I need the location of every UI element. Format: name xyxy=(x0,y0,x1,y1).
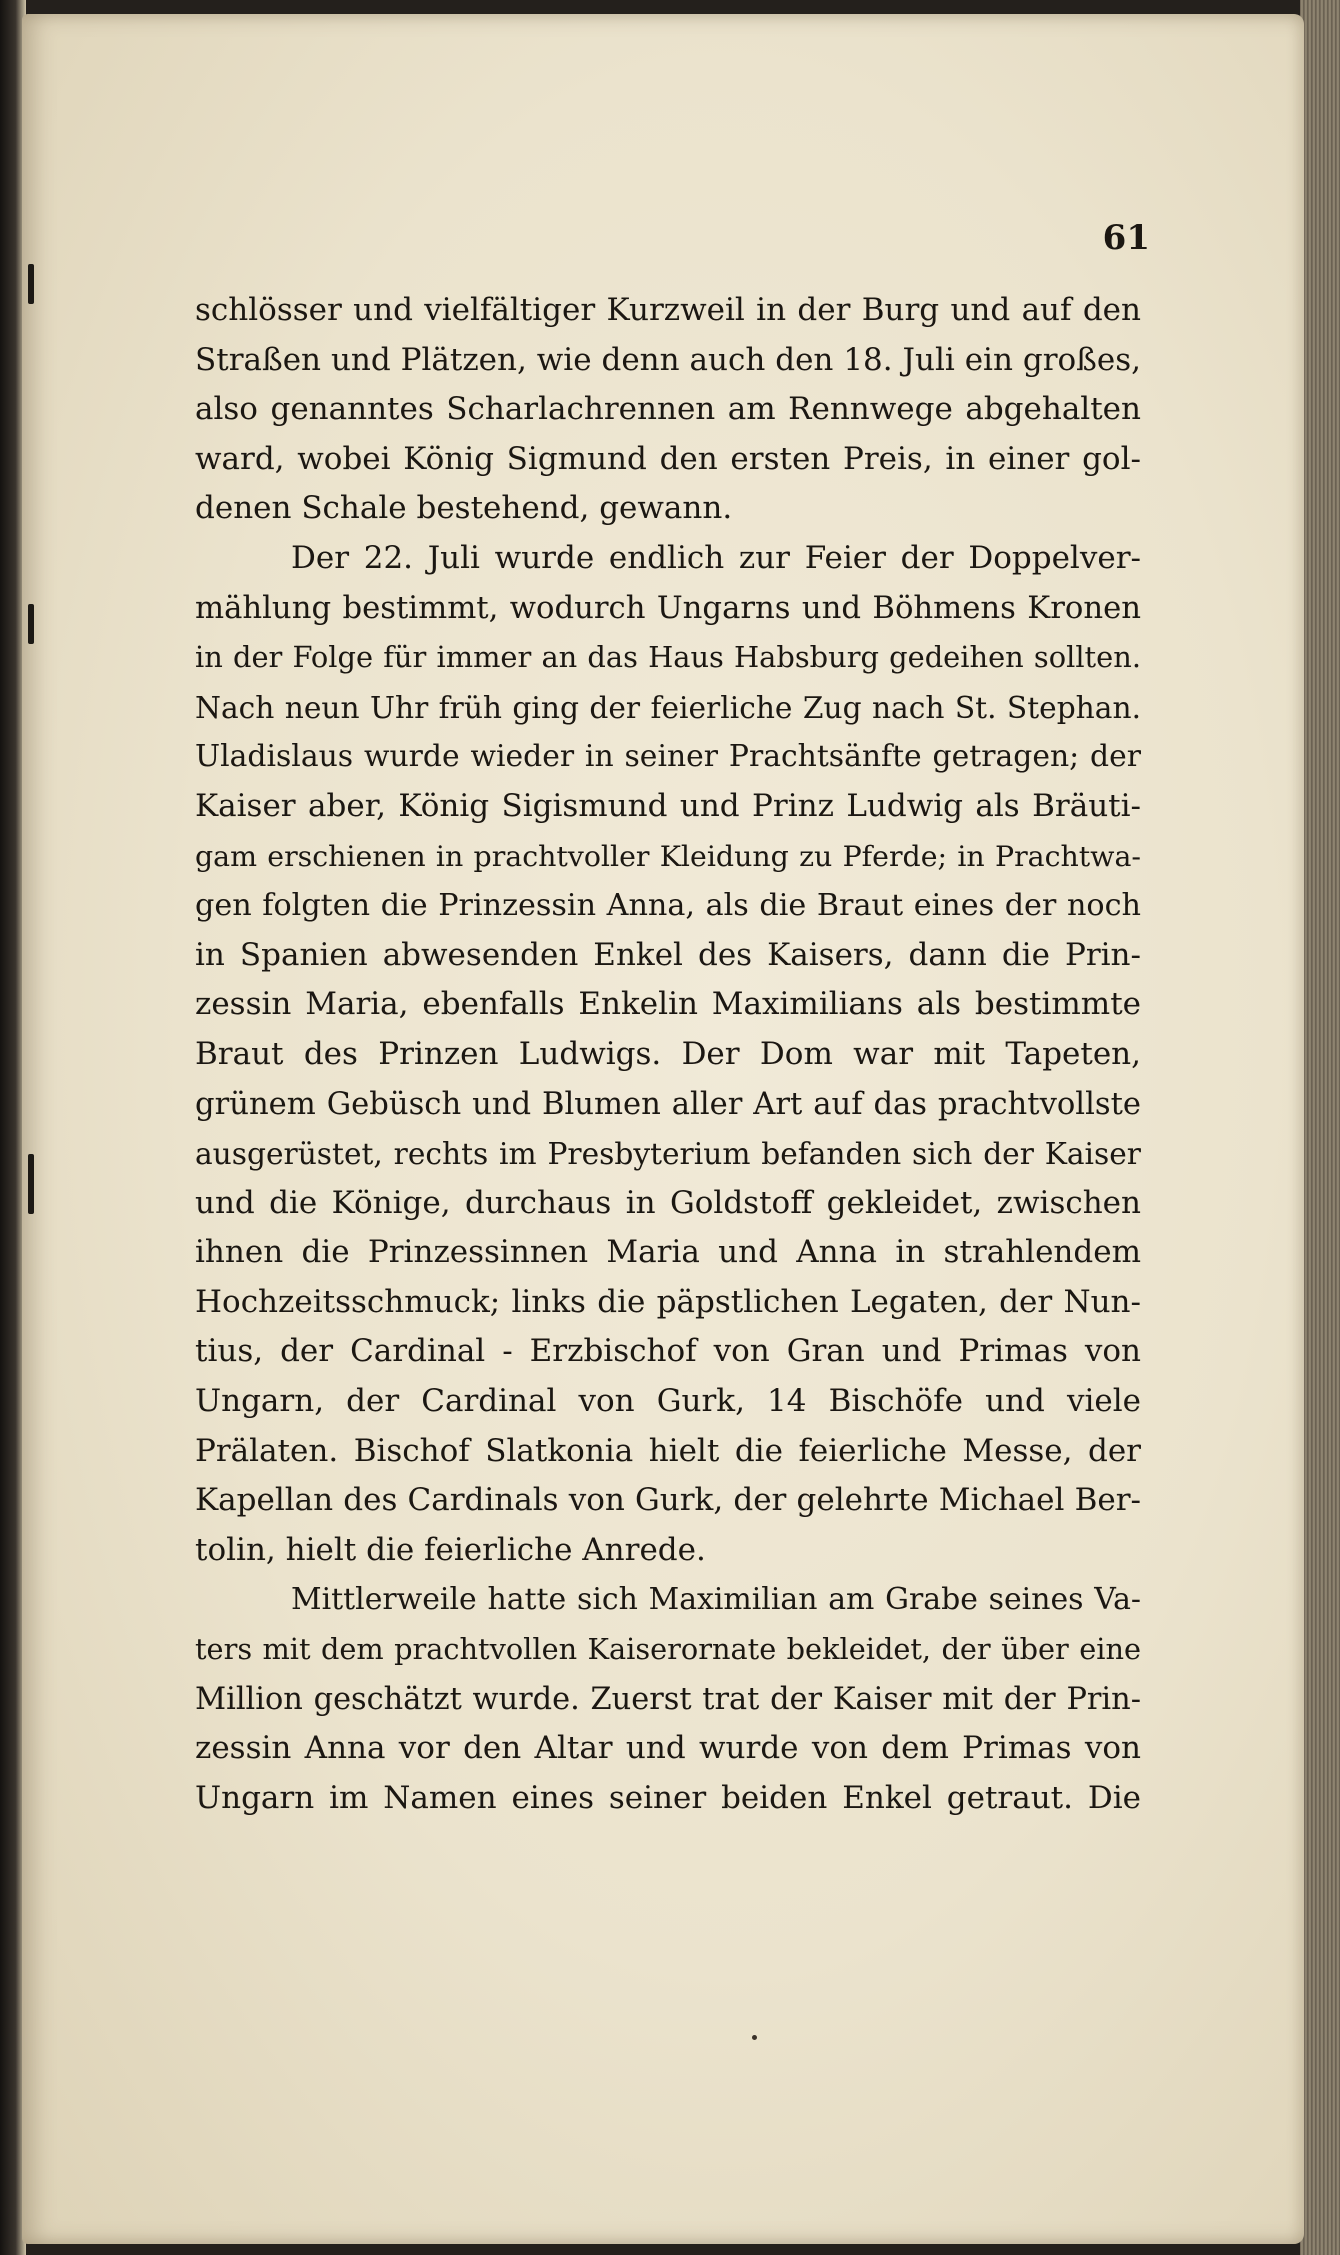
text-line: in Spanien abwesenden Enkel des Kaisers, dann die Prin- xyxy=(195,936,1141,973)
text-line: Ungarn im Namen eines seiner beiden Enkel getraut. Die xyxy=(195,1779,1141,1816)
text-line: Braut des Prinzen Ludwigs. Der Dom war mit Tapeten, xyxy=(195,1035,1141,1072)
text-line: zessin Anna vor den Altar und wurde von dem Primas von xyxy=(195,1730,1141,1767)
text-line: ters mit dem prachtvollen Kaiserornate bekleidet, der über eine xyxy=(195,1632,1141,1667)
text-line: zessin Maria, ebenfalls Enkelin Maximilians als bestimmte xyxy=(195,986,1141,1023)
page-edges xyxy=(1300,0,1340,2255)
text-line: Uladislaus wurde wieder in seiner Prachtsänfte getragen; der xyxy=(195,739,1141,775)
body-text xyxy=(195,286,1141,1823)
binding-mark xyxy=(28,264,34,304)
text-line: tolin, hielt die feierliche Anrede. xyxy=(195,1531,706,1568)
binding-mark xyxy=(28,604,34,644)
text-line: denen Schale bestehend, gewann. xyxy=(195,490,733,527)
text-line: ausgerüstet, rechts im Presbyterium befanden sich der Kaiser xyxy=(195,1136,1141,1172)
text-line: gam erschienen in prachtvoller Kleidung zu Pferde; in Prachtwa- xyxy=(195,839,1141,873)
page-number: 61 xyxy=(1102,218,1150,258)
text-line: Der 22. Juli wurde endlich zur Feier der Doppelver- xyxy=(291,539,1141,576)
text-line: Mittlerweile hatte sich Maximilian am Grabe seines Va- xyxy=(291,1582,1141,1618)
text-line: tius, der Cardinal - Erzbischof von Gran und Primas von xyxy=(195,1333,1141,1370)
text-line: Ungarn, der Cardinal von Gurk, 14 Bischöfe und viele xyxy=(195,1383,1141,1420)
text-line: Kapellan des Cardinals von Gurk, der gelehrte Michael Ber- xyxy=(195,1482,1141,1519)
text-line: ward, wobei König Sigmund den ersten Preis, in einer gol- xyxy=(195,440,1141,477)
text-line: grünem Gebüsch und Blumen aller Art auf das prachtvollste xyxy=(195,1086,1141,1122)
text-line: Kaiser aber, König Sigismund und Prinz Ludwig als Bräuti- xyxy=(195,787,1141,824)
text-line: Million geschätzt wurde. Zuerst trat der Kaiser mit der Prin- xyxy=(195,1681,1141,1717)
text-line: und die Könige, durchaus in Goldstoff gekleidet, zwischen xyxy=(195,1184,1141,1221)
text-line: mählung bestimmt, wodurch Ungarns und Böhmens Kronen xyxy=(195,590,1141,626)
text-line: Straßen und Plätzen, wie denn auch den 18. Juli ein großes, xyxy=(195,341,1141,378)
ink-speck xyxy=(752,2035,757,2040)
binding-mark xyxy=(28,1154,34,1214)
text-line: ihnen die Prinzessinnen Maria und Anna in strahlendem xyxy=(195,1234,1141,1271)
text-line: Hochzeitsschmuck; links die päpstlichen Legaten, der Nun- xyxy=(195,1283,1141,1320)
text-line: schlösser und vielfältiger Kurzweil in der Burg und auf den xyxy=(195,292,1141,328)
text-line: in der Folge für immer an das Haus Habsburg gedeihen sollten. xyxy=(195,640,1141,675)
text-line: also genanntes Scharlachrennen am Rennwege abgehalten xyxy=(195,391,1141,428)
text-line: Prälaten. Bischof Slatkonia hielt die feierliche Messe, der xyxy=(195,1432,1141,1469)
text-line: Nach neun Uhr früh ging der feierliche Zug nach St. Stephan. xyxy=(195,689,1141,725)
text-line: gen folgten die Prinzessin Anna, als die Braut eines der noch xyxy=(195,888,1141,924)
